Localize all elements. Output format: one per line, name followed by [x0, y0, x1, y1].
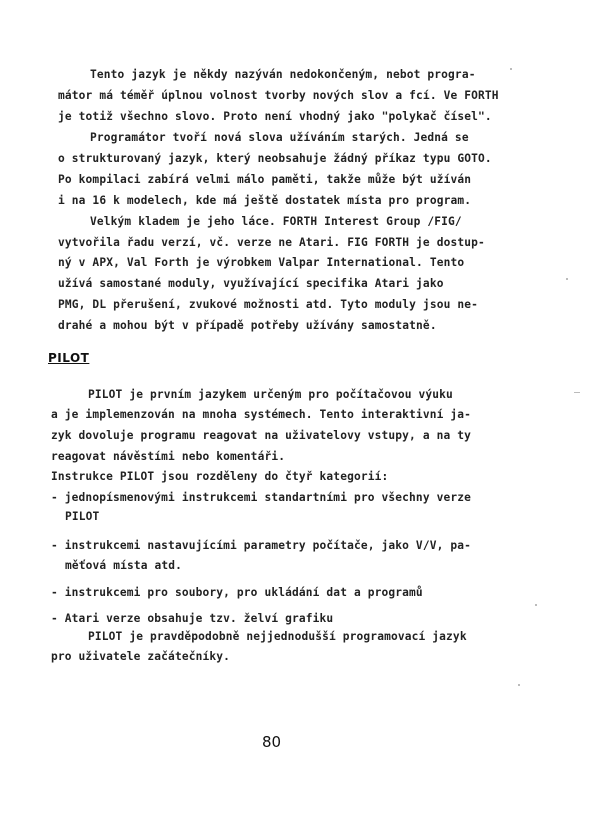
text-line: PILOT je prvním jazykem určeným pro počítačovou výuku	[88, 388, 453, 401]
text-line: i na 16 k modelech, kde má ještě dostatek místa pro program.	[58, 194, 472, 207]
text-line: drahé a mohou být v případě potřeby užívány samostatně.	[58, 319, 437, 332]
text-line: - instrukcemi pro soubory, pro ukládání dat a programů	[51, 586, 423, 599]
text-line: užívá samostané moduly, využívající specifika Atari jako	[58, 277, 444, 290]
text-line: o strukturovaný jazyk, který neobsahuje žádný příkaz typu GOTO.	[58, 152, 492, 165]
text-line: a je implemenzován na mnoha systémech. Tento interaktivní ja-	[51, 408, 472, 421]
text-line: - jednopísmenovými instrukcemi standartními pro všechny verze	[51, 491, 472, 504]
scan-speck	[518, 684, 520, 686]
text-line: PILOT	[65, 510, 100, 523]
text-line: Tento jazyk je někdy nazýván nedokončeným, nebot progra-	[90, 68, 476, 81]
text-line: Po kompilaci zabírá velmi málo paměti, takže může být užíván	[58, 173, 472, 186]
text-line: vytvořila řadu verzí, vč. verze ne Atari. FIG FORTH je dostup-	[58, 236, 485, 249]
text-line: Instrukce PILOT jsou rozděleny do čtyř kategorií:	[51, 470, 389, 483]
text-line: PMG, DL přerušení, zvukové možnosti atd. Tyto moduly jsou ne-	[58, 298, 479, 311]
pilot-heading: PILOT	[48, 351, 90, 365]
text-line: měťová místa atd.	[65, 559, 183, 572]
scan-speck	[535, 604, 537, 606]
text-line: mátor má téměř úplnou volnost tvorby nových slov a fcí. Ve FORTH	[58, 89, 499, 102]
text-line: PILOT je pravděpodobně nejjednodušší programovací jazyk	[88, 630, 467, 643]
scan-speck	[510, 68, 512, 70]
text-line: ný v APX, Val Forth je výrobkem Valpar International. Tento	[58, 256, 465, 269]
scan-speck	[566, 278, 568, 280]
text-line: reagovat návěstími nebo komentáři.	[51, 450, 286, 463]
scan-speck	[574, 392, 580, 393]
text-line: Velkým kladem je jeho láce. FORTH Interest Group /FIG/	[90, 215, 462, 228]
page-number: 80	[262, 733, 282, 751]
text-line: pro uživatele začátečníky.	[51, 650, 231, 663]
text-line: - instrukcemi nastavujícími parametry počítače, jako V/V, pa-	[51, 539, 472, 552]
text-line: je totiž všechno slovo. Proto není vhodný jako "polykač čísel".	[58, 110, 492, 123]
text-line: Programátor tvoří nová slova užíváním starých. Jedná se	[90, 131, 469, 144]
text-line: zyk dovoluje programu reagovat na uživatelovy vstupy, a na ty	[51, 429, 472, 442]
text-line: - Atari verze obsahuje tzv. želví grafiku	[51, 612, 334, 625]
